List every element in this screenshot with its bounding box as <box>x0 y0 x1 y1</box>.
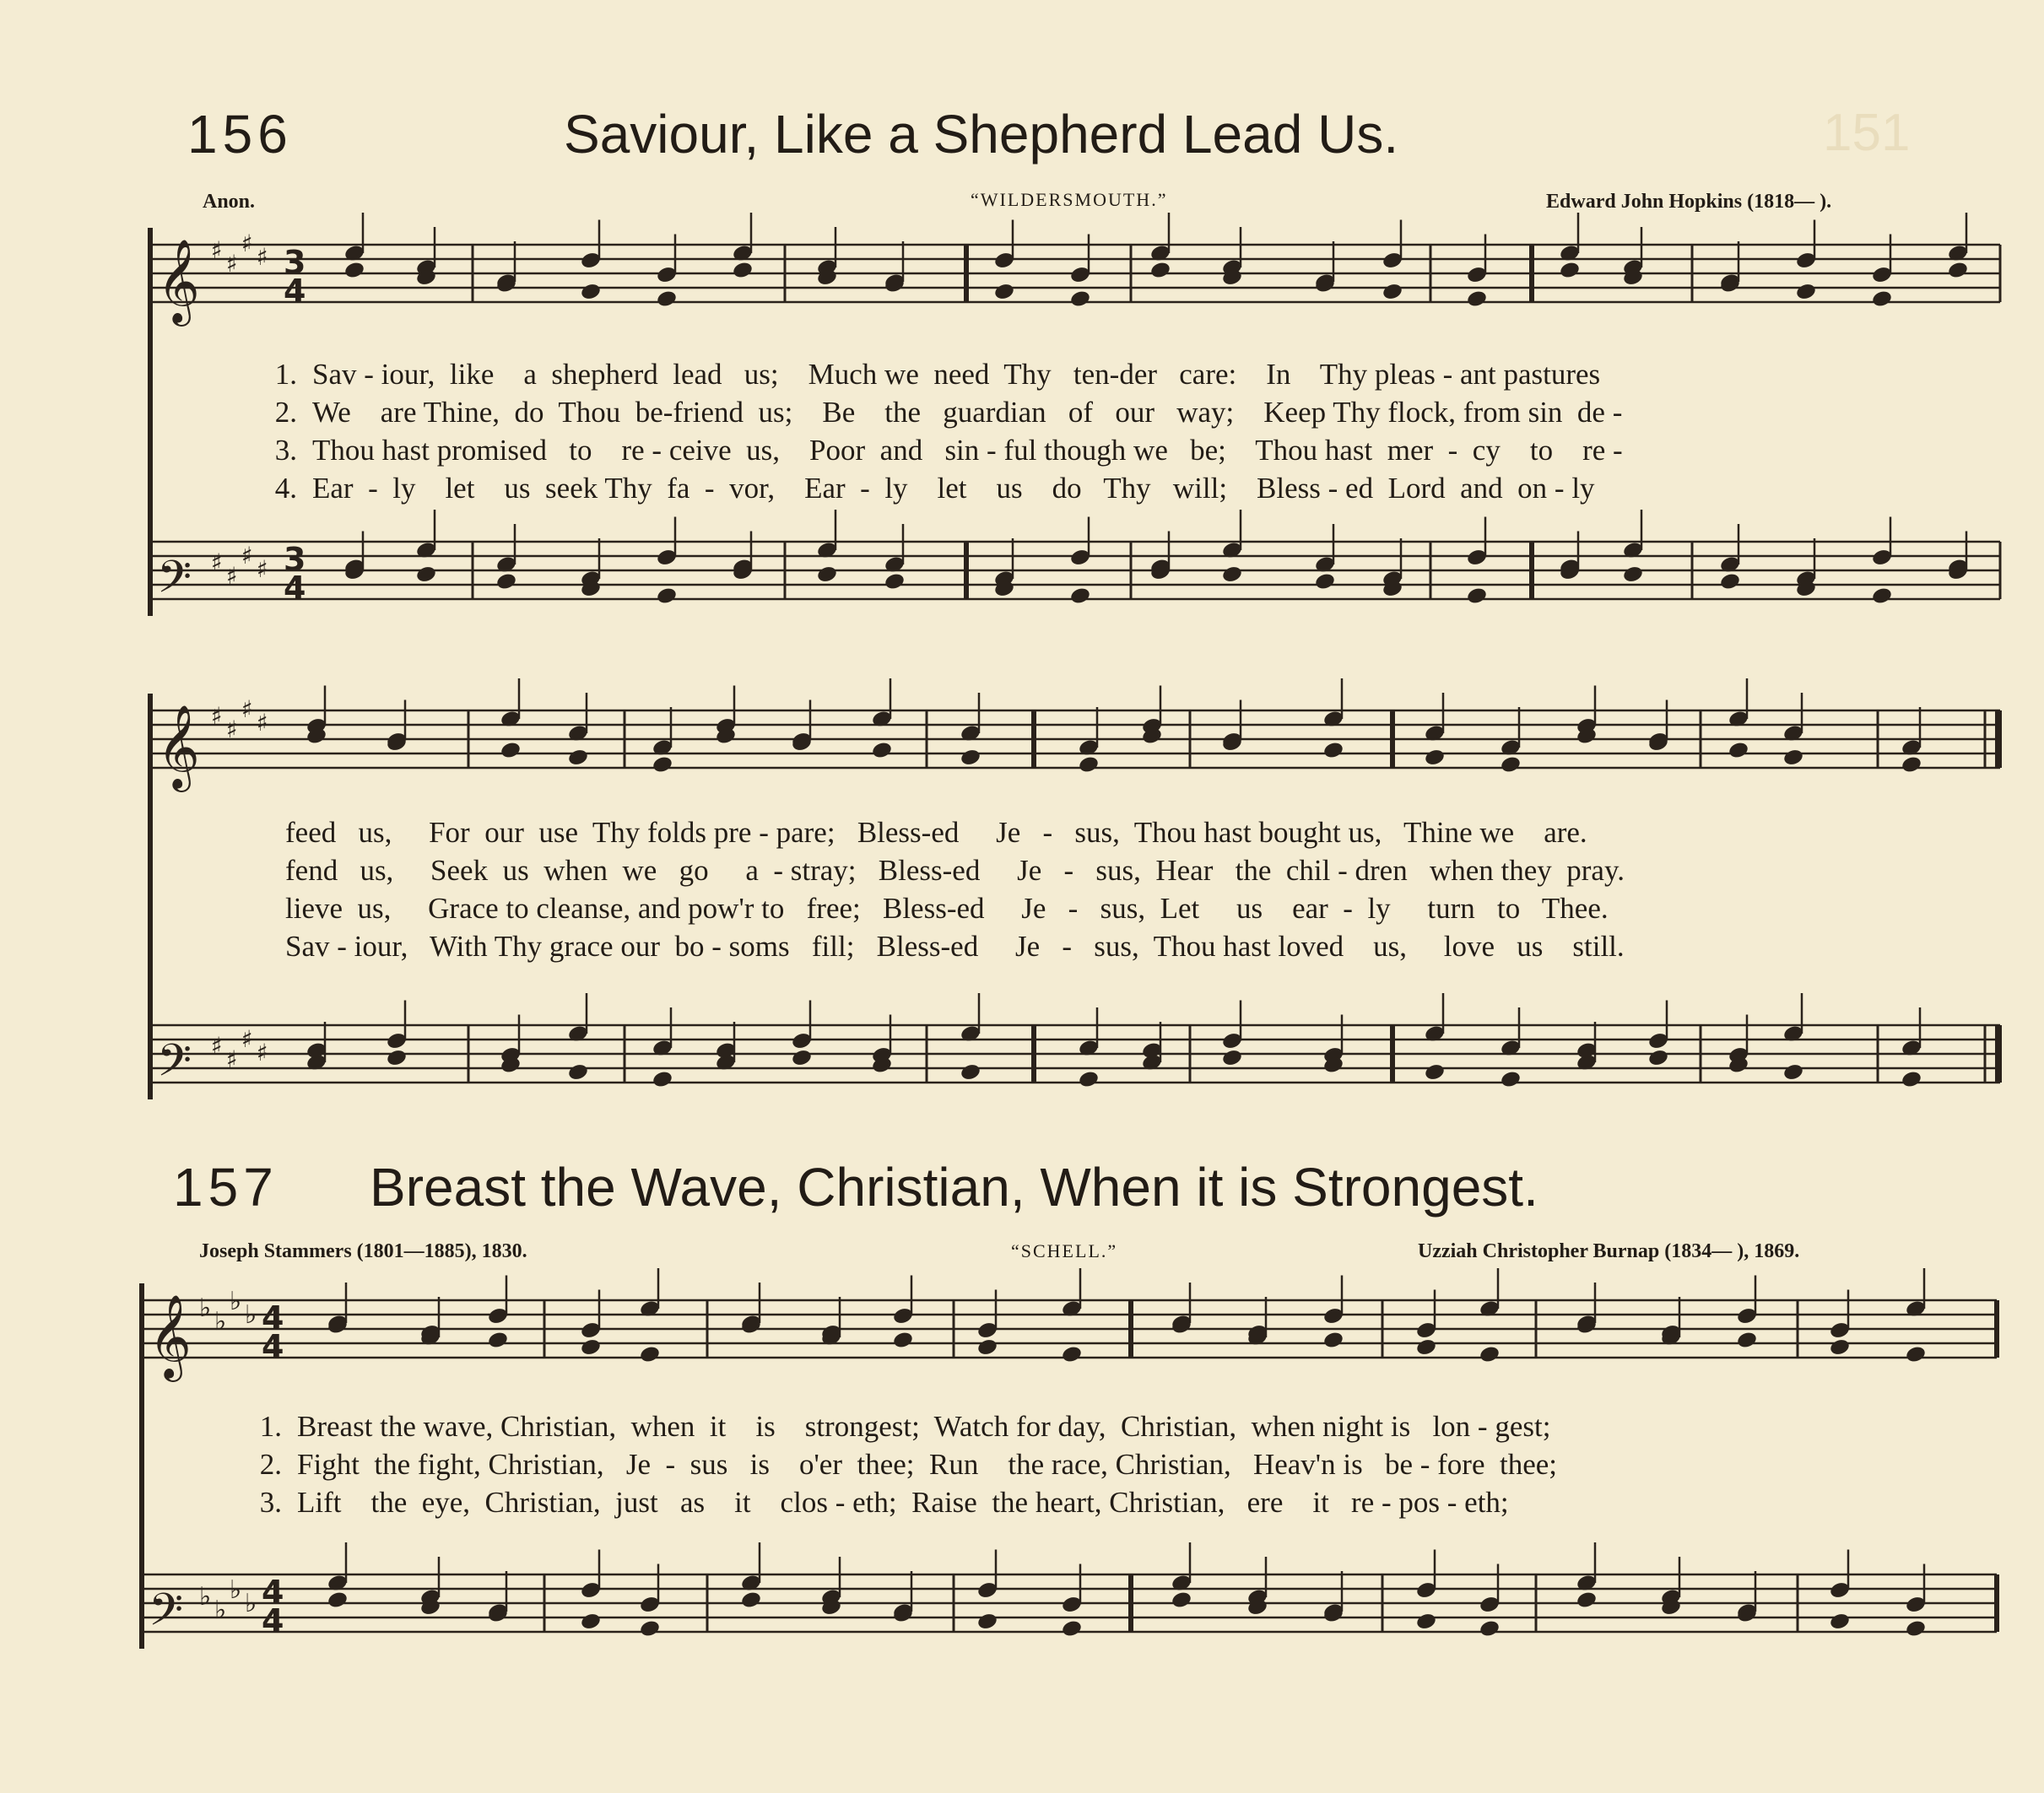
note-head <box>1647 1048 1669 1067</box>
note-head <box>386 1048 408 1067</box>
verse-line: 1. Sav - iour, like a shepherd lead us; Much we need Thy ten-der care: In Thy pleas - ant pastures <box>274 358 1601 391</box>
tune-name-156: “WILDERSMOUTH.” <box>971 189 1168 210</box>
svg-text:𝄢: 𝄢 <box>157 1035 192 1098</box>
note-head <box>639 1345 661 1364</box>
svg-text:𝄞: 𝄞 <box>157 705 200 789</box>
svg-text:♯: ♯ <box>257 709 268 737</box>
note-head <box>567 748 589 767</box>
svg-text:♯: ♯ <box>211 548 223 576</box>
note-head <box>1905 1619 1927 1639</box>
note-head <box>1782 748 1804 767</box>
svg-text:𝄢: 𝄢 <box>149 1585 184 1647</box>
svg-text:♯: ♯ <box>226 250 238 278</box>
verse-line: fend us, Seek us when we go a - stray; Bless-ed Je - sus, Hear the chil - dren when they pray. <box>285 854 1625 887</box>
note-head <box>652 755 673 775</box>
note-head <box>732 261 754 280</box>
svg-text:♭: ♭ <box>214 1307 227 1337</box>
note-head <box>1500 755 1522 775</box>
note-head <box>1322 1331 1344 1350</box>
svg-text:♯: ♯ <box>226 562 238 590</box>
svg-text:♭: ♭ <box>245 1589 257 1618</box>
note-head <box>580 1612 602 1631</box>
note-head <box>1795 282 1817 301</box>
note-head <box>960 748 981 767</box>
hymn-number-156: 156 <box>187 104 293 165</box>
note-head <box>1221 1048 1243 1067</box>
verse-line: 2. Fight the fight, Christian, Je - sus is o'er thee; Run the race, Christian, Heav'n is be - fore thee; <box>259 1448 1558 1481</box>
hymn-author-156: Anon. <box>203 191 256 213</box>
note-head <box>1871 586 1893 606</box>
note-head <box>1901 755 1922 775</box>
note-head <box>343 261 365 280</box>
svg-text:♭: ♭ <box>230 1287 242 1316</box>
note-head <box>1424 748 1446 767</box>
svg-text:♭: ♭ <box>214 1596 227 1625</box>
svg-text:4: 4 <box>262 1602 284 1639</box>
note-head <box>1901 1070 1922 1089</box>
hymn-title-156: Saviour, Like a Shepherd Lead Us. <box>564 104 1399 165</box>
note-head <box>652 1070 673 1089</box>
svg-text:♯: ♯ <box>211 236 223 264</box>
note-head <box>791 1048 813 1067</box>
note-head <box>1719 572 1741 591</box>
note-head <box>871 741 893 760</box>
note-head <box>1829 1612 1851 1631</box>
svg-text:4: 4 <box>262 1574 284 1611</box>
note-head <box>1466 289 1488 309</box>
note-head <box>1322 741 1344 760</box>
note-head <box>1078 755 1100 775</box>
note-head <box>1466 586 1488 606</box>
treble-clef-icon: 𝄞 <box>157 239 200 323</box>
svg-text:♯: ♯ <box>241 542 253 570</box>
svg-text:♯: ♯ <box>226 716 238 743</box>
note-head <box>1149 261 1171 280</box>
note-head <box>495 572 517 591</box>
hymn-number-157: 157 <box>173 1157 278 1218</box>
bleed-through-number: 151 <box>1823 104 1911 162</box>
note-head <box>1424 1062 1446 1082</box>
svg-text:♯: ♯ <box>211 1032 223 1060</box>
svg-text:♯: ♯ <box>257 555 268 583</box>
note-head <box>1069 289 1091 309</box>
verse-line: 4. Ear - ly let us seek Thy fa - vor, Ear - ly let us do Thy will; Bless - ed Lord and on - ly <box>274 472 1595 505</box>
staff-bass-system-2 <box>150 1025 2000 1083</box>
note-head <box>976 1612 998 1631</box>
note-head <box>993 282 1015 301</box>
svg-text:♯: ♯ <box>226 1045 238 1073</box>
note-head <box>656 289 678 309</box>
note-head <box>1871 289 1893 309</box>
note-head <box>327 1590 349 1610</box>
tune-name-157: “SCHELL.” <box>1011 1240 1118 1261</box>
note-head <box>960 1062 981 1082</box>
svg-text:♯: ♯ <box>241 230 253 257</box>
svg-text:♯: ♯ <box>241 1025 253 1053</box>
note-head <box>1479 1345 1501 1364</box>
note-head <box>1622 564 1644 584</box>
note-head <box>1500 1070 1522 1089</box>
note-head <box>639 1619 661 1639</box>
note-head <box>1382 282 1403 301</box>
verse-line: 2. We are Thine, do Thou be-friend us; Be the guardian of our way; Keep Thy flock, from sin de - <box>274 396 1623 429</box>
svg-text:♯: ♯ <box>257 1039 268 1067</box>
note-head <box>580 282 602 301</box>
note-head <box>1415 1337 1437 1357</box>
note-head <box>580 1337 602 1357</box>
note-head <box>1829 1337 1851 1357</box>
svg-text:♭: ♭ <box>245 1300 257 1330</box>
note-head <box>500 741 522 760</box>
hymn-composer-156: Edward John Hopkins (1818— ). <box>1546 191 1832 213</box>
note-head <box>487 1331 509 1350</box>
verse-line: 3. Thou hast promised to re - ceive us, Poor and sin - ful though we be; Thou hast mer - cy to re - <box>274 434 1623 467</box>
svg-text:3: 3 <box>284 541 306 578</box>
hymn-title-157: Breast the Wave, Christian, When it is Strongest. <box>370 1157 1538 1218</box>
note-head <box>1415 1612 1437 1631</box>
verse-line: Sav - iour, With Thy grace our bo - soms fill; Bless-ed Je - sus, Thou hast loved us, love us still. <box>285 930 1625 963</box>
note-head <box>567 1062 589 1082</box>
note-head <box>1061 1619 1083 1639</box>
svg-text:♭: ♭ <box>199 1582 212 1612</box>
svg-text:𝄞: 𝄞 <box>149 1294 192 1379</box>
note-head <box>884 572 906 591</box>
note-head <box>1171 1590 1192 1610</box>
svg-text:♭: ♭ <box>199 1293 212 1323</box>
note-head <box>1061 1345 1083 1364</box>
verse-line: 1. Breast the wave, Christian, when it is strongest; Watch for day, Christian, when night is lon - gest; <box>259 1410 1551 1443</box>
svg-text:♯: ♯ <box>241 695 253 723</box>
svg-text:4: 4 <box>284 273 306 310</box>
hymn-composer-157: Uzziah Christopher Burnap (1834— ), 1869. <box>1418 1240 1800 1262</box>
note-head <box>892 1331 914 1350</box>
verse-line: lieve us, Grace to cleanse, and pow'r to free; Bless-ed Je - sus, Let us ear - ly turn to Thee. <box>285 892 1609 925</box>
note-head <box>816 564 838 584</box>
staff-treble-system-2 <box>150 710 2000 768</box>
note-head <box>1069 586 1091 606</box>
note-head <box>1314 572 1336 591</box>
note-head <box>656 586 678 606</box>
svg-text:♯: ♯ <box>257 243 268 271</box>
note-head <box>415 564 437 584</box>
note-head <box>1905 1345 1927 1364</box>
svg-text:3: 3 <box>284 244 306 281</box>
bass-clef-icon: 𝄢 <box>157 552 192 614</box>
hymn-author-157: Joseph Stammers (1801—1885), 1830. <box>199 1240 527 1262</box>
svg-text:4: 4 <box>284 570 306 607</box>
svg-text:4: 4 <box>262 1328 284 1365</box>
note-head <box>1479 1619 1501 1639</box>
note-head <box>1947 261 1969 280</box>
note-head <box>1736 1331 1758 1350</box>
note-head <box>1576 1590 1598 1610</box>
note-head <box>1559 261 1581 280</box>
note-head <box>1782 1062 1804 1082</box>
note-head <box>1728 741 1749 760</box>
svg-text:♭: ♭ <box>230 1575 242 1605</box>
verse-line: 3. Lift the eye, Christian, just as it clos - eth; Raise the heart, Christian, ere it re - pos - eth; <box>259 1486 1509 1519</box>
verse-line: feed us, For our use Thy folds pre - pare; Bless-ed Je - sus, Thou hast bought us, Thine we are. <box>285 816 1587 849</box>
note-head <box>740 1590 762 1610</box>
note-head <box>1078 1070 1100 1089</box>
svg-text:♯: ♯ <box>211 702 223 730</box>
note-head <box>1221 564 1243 584</box>
svg-text:4: 4 <box>262 1299 284 1337</box>
note-head <box>976 1337 998 1357</box>
